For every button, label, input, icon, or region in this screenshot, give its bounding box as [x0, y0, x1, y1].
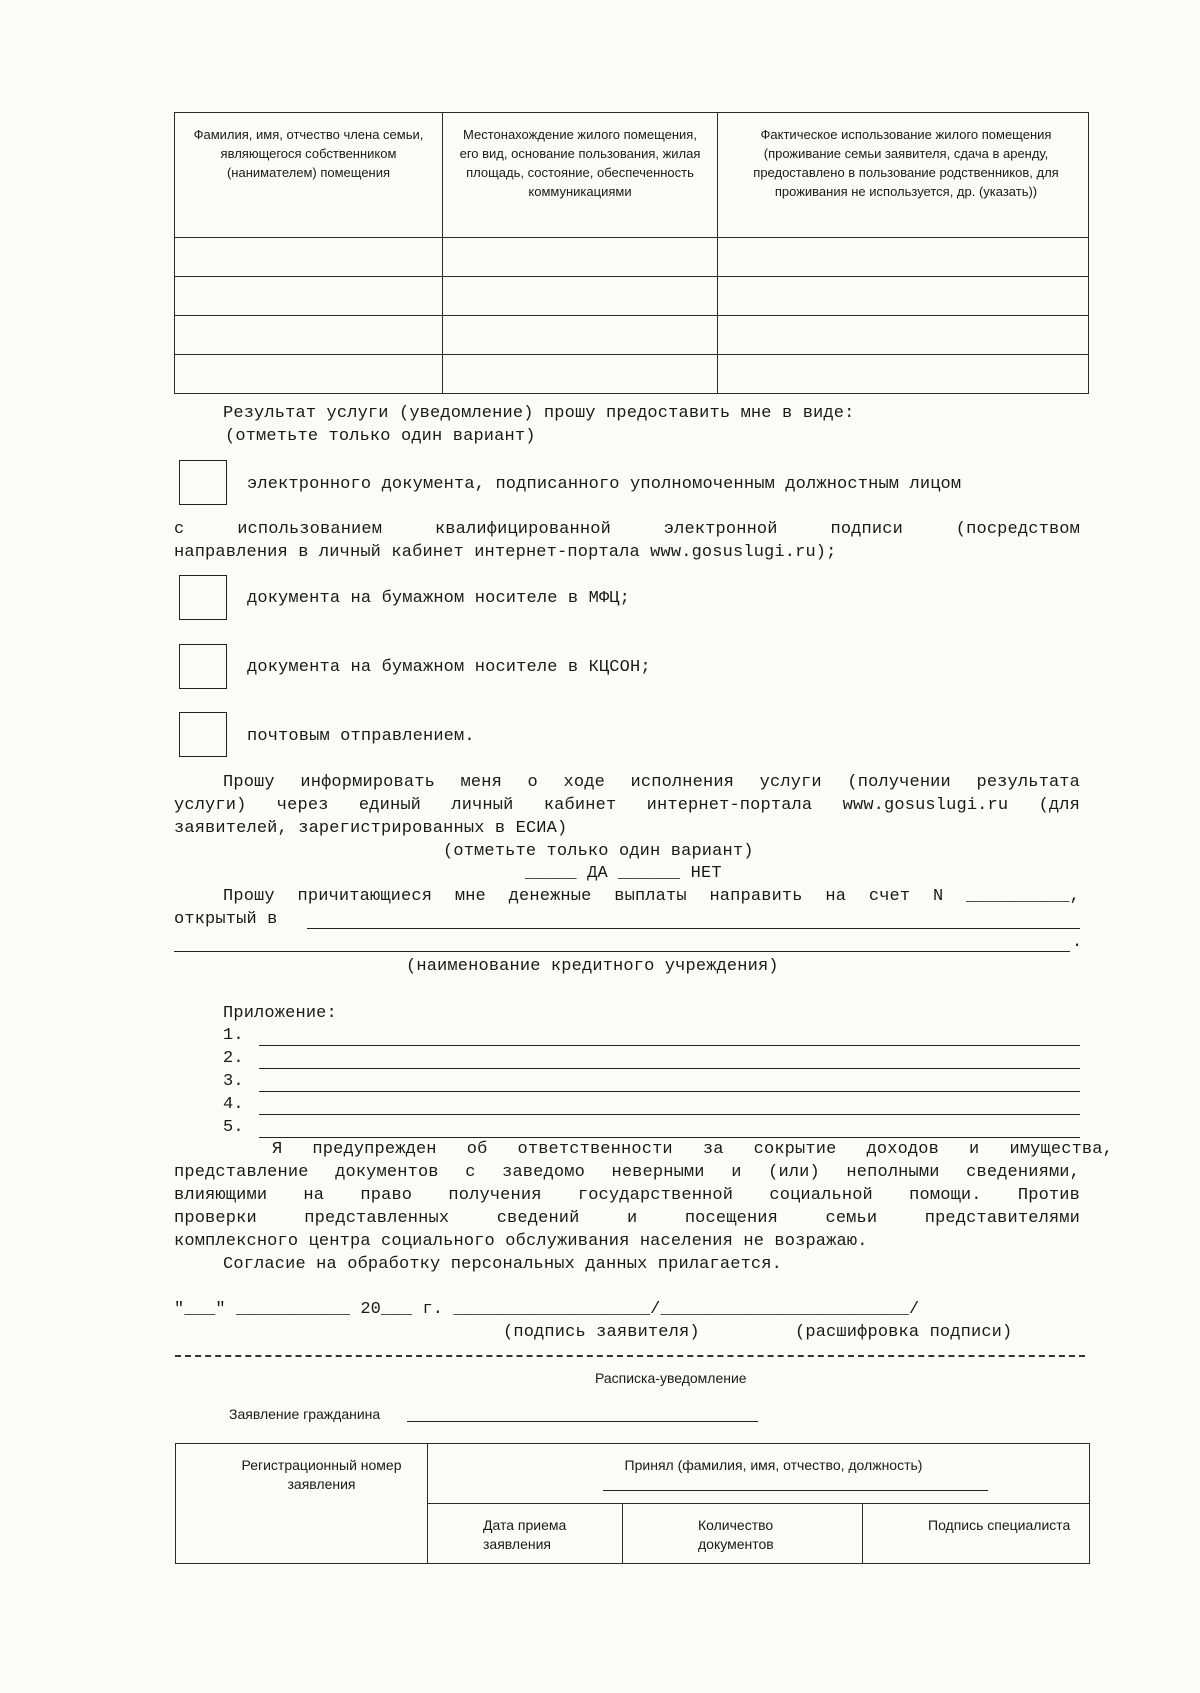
attachment-number: 3. [223, 1072, 244, 1091]
date-signature-line[interactable]: "___" ___________ 20___ г. ___________________/________________________/ [174, 1300, 920, 1319]
count-label: Количество документов [698, 1517, 774, 1552]
table-row [175, 316, 1089, 355]
signature-cell[interactable] [863, 1504, 1090, 1564]
attachment-field[interactable] [259, 1045, 1080, 1046]
attachments-title: Приложение: [223, 1004, 337, 1023]
warning-line-5: комплексного центра социального обслуживания населения не возражаю. [174, 1232, 868, 1251]
signature-label: Подпись специалиста [928, 1517, 1071, 1533]
option-electronic-label: электронного документа, подписанного уполномоченным должностным лицом [247, 475, 962, 494]
payments-opened-label: открытый в [174, 910, 278, 929]
date-label: Дата приема заявления [483, 1517, 567, 1552]
table-row [175, 277, 1089, 316]
table-cell[interactable] [443, 238, 718, 277]
warning-line-3: влияющими на право получения государственной социальной помощи. Против [174, 1186, 1080, 1205]
attachment-field[interactable] [259, 1137, 1080, 1138]
table-row [175, 355, 1089, 394]
signature-caption: (подпись заявителя) [503, 1323, 700, 1342]
attachment-number: 2. [223, 1049, 244, 1068]
bank-name-field[interactable] [307, 928, 1080, 929]
option-kcson-label: документа на бумажном носителе в КЦСОН; [247, 658, 651, 677]
table-cell[interactable] [718, 277, 1089, 316]
header-owner-name: Фамилия, имя, отчество члена семьи, являющегося собственником (нанимателем) помещения [175, 113, 443, 238]
warning-line-2: представление документов с заведомо неверными и (или) неполными сведениями, [174, 1163, 1080, 1182]
option-electronic-label-cont: с использованием квалифицированной электронной подписи (посредством [174, 520, 1080, 539]
statement-label: Заявление гражданина [229, 1406, 381, 1422]
cut-line [175, 1355, 1085, 1357]
inform-line-2: услуги) через единый личный кабинет интернет-портала www.gosuslugi.ru (для [174, 796, 1080, 815]
option-mail-label: почтовым отправлением. [247, 727, 475, 746]
option-electronic-checkbox[interactable] [179, 460, 227, 505]
accepted-label: Принял (фамилия, имя, отчество, должность) [624, 1457, 923, 1473]
table-cell[interactable] [443, 355, 718, 394]
table-cell[interactable] [443, 316, 718, 355]
signature-decode-caption: (расшифровка подписи) [795, 1323, 1013, 1342]
payments-line-1: Прошу причитающиеся мне денежные выплаты направить на счет N __________, [223, 887, 1080, 906]
table-cell[interactable] [175, 277, 443, 316]
date-cell[interactable] [428, 1504, 623, 1564]
yes-no-choice[interactable]: _____ ДА ______ НЕТ [525, 864, 722, 883]
family-property-table [174, 112, 1089, 394]
receipt-title: Расписка-уведомление [595, 1370, 747, 1386]
header-location: Местонахождение жилого помещения, его вид, основание пользования, жилая площадь, состояние, обеспеченность коммуникациями [443, 113, 718, 238]
table-cell[interactable] [718, 316, 1089, 355]
result-intro: Результат услуги (уведомление) прошу предоставить мне в виде: [223, 404, 855, 423]
warning-line-4: проверки представленных сведений и посещения семьи представителями [174, 1209, 1080, 1228]
option-kcson-checkbox[interactable] [179, 644, 227, 689]
warning-line-1: Я предупрежден об ответственности за сокрытие доходов и имущества, [272, 1140, 1113, 1159]
table-cell[interactable] [175, 355, 443, 394]
bank-name-caption: (наименование кредитного учреждения) [406, 957, 779, 976]
statement-field[interactable] [407, 1421, 758, 1422]
accepted-field[interactable] [603, 1490, 988, 1491]
option-mail-checkbox[interactable] [179, 712, 227, 757]
reg-number-label: Регистрационный номер заявления [241, 1457, 402, 1492]
inform-line-1: Прошу информировать меня о ходе исполнения услуги (получении результата [223, 773, 1080, 792]
attachment-field[interactable] [259, 1114, 1080, 1115]
receipt-table [175, 1443, 1090, 1564]
attachment-field[interactable] [259, 1091, 1080, 1092]
attachment-number: 1. [223, 1026, 244, 1045]
payments-line-end: . [1072, 933, 1083, 952]
table-row [175, 238, 1089, 277]
reg-number-cell[interactable] [176, 1444, 428, 1564]
table-cell[interactable] [718, 238, 1089, 277]
table-cell[interactable] [175, 316, 443, 355]
header-actual-use: Фактическое использование жилого помещения (проживание семьи заявителя, сдача в аренду, предоставлено в пользование родственников, для проживания не используется, др. (указать)) [718, 113, 1089, 238]
inform-hint: (отметьте только один вариант) [443, 842, 754, 861]
bank-name-field-cont[interactable] [174, 951, 1070, 952]
inform-line-3: заявителей, зарегистрированных в ЕСИА) [174, 819, 568, 838]
attachment-number: 4. [223, 1095, 244, 1114]
attachment-field[interactable] [259, 1068, 1080, 1069]
result-hint: (отметьте только один вариант) [225, 427, 536, 446]
table-cell[interactable] [443, 277, 718, 316]
attachment-number: 5. [223, 1118, 244, 1137]
option-mfc-label: документа на бумажном носителе в МФЦ; [247, 589, 631, 608]
option-electronic-label-cont2: направления в личный кабинет интернет-портала www.gosuslugi.ru); [174, 543, 837, 562]
accepted-cell[interactable] [428, 1444, 1090, 1504]
table-cell[interactable] [718, 355, 1089, 394]
table-cell[interactable] [175, 238, 443, 277]
consent-line: Согласие на обработку персональных данных прилагается. [223, 1255, 782, 1274]
count-cell[interactable] [623, 1504, 863, 1564]
option-mfc-checkbox[interactable] [179, 575, 227, 620]
